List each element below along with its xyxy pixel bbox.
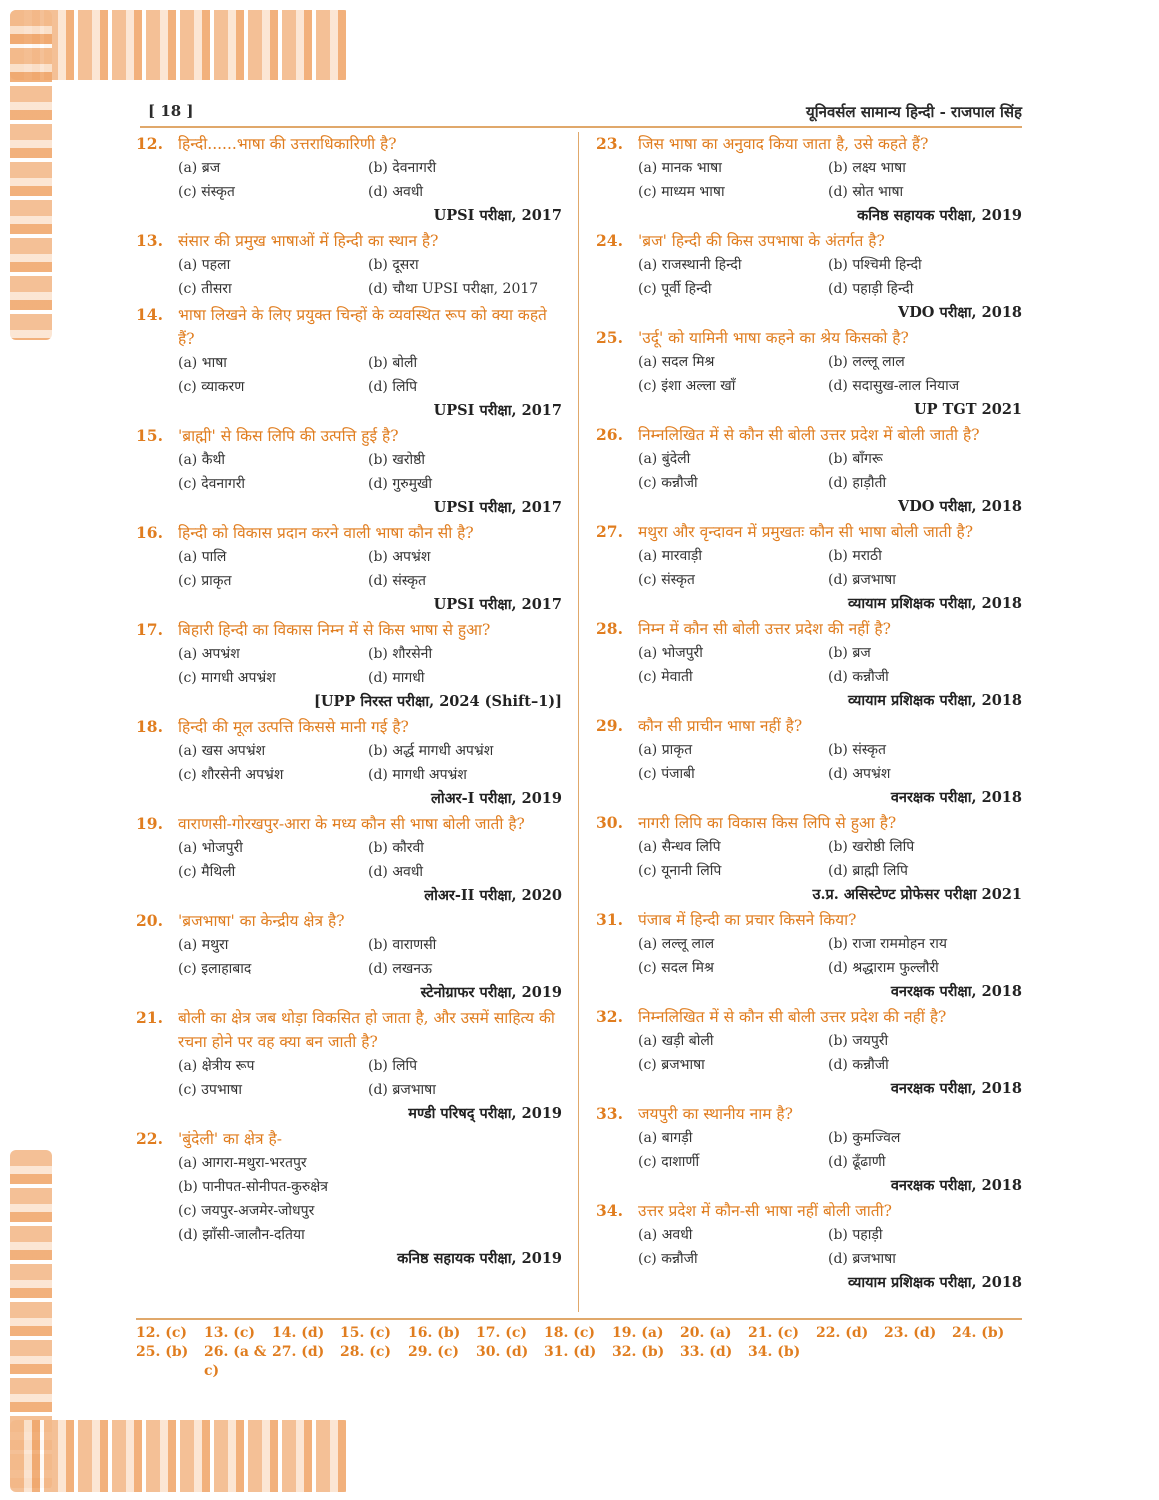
option-item: (d) ढूँढाणी — [828, 1154, 886, 1170]
answer-item: 19. (a) — [612, 1325, 664, 1341]
option-item: (a) अपभ्रंश — [178, 646, 240, 662]
exam-source: वनरक्षक परीक्षा, 2018 — [890, 1080, 1022, 1097]
answer-row — [136, 1324, 1022, 1343]
option-list — [638, 156, 1022, 204]
question-number: 29. — [596, 716, 623, 735]
question-item — [136, 909, 562, 1004]
option-list — [178, 739, 562, 787]
question-item — [596, 908, 1022, 1003]
option-item: (b) बाँगरू — [828, 451, 883, 467]
question-item — [136, 424, 562, 519]
option-item: (a) मारवाड़ी — [638, 548, 702, 564]
option-item: (b) कुमज्विल — [828, 1130, 901, 1146]
question-body: निम्नलिखित में से कौन सी बोली उत्तर प्रदेश की नहीं है? — [638, 1008, 947, 1026]
question-text — [136, 229, 562, 253]
question-body: कौन सी प्राचीन भाषा नहीं है? — [638, 717, 803, 735]
option-item: (d) मागधी अपभ्रंश — [368, 767, 467, 783]
question-item — [596, 714, 1022, 809]
option-item: (d) श्रद्धाराम फुल्लौरी — [828, 960, 939, 976]
question-item — [136, 229, 562, 301]
question-text — [136, 909, 562, 933]
answer-item: 30. (d) — [476, 1344, 529, 1360]
option-list — [638, 1126, 1022, 1174]
right-question-column — [596, 132, 1022, 1296]
exam-source: लोअर-II परीक्षा, 2020 — [424, 887, 562, 904]
question-number: 21. — [136, 1008, 163, 1027]
exam-source: VDO परीक्षा, 2018 — [897, 304, 1022, 321]
option-item: (c) इंशा अल्ला खाँ — [638, 378, 736, 394]
option-item: (d) अवधी — [368, 864, 424, 880]
question-number: 19. — [136, 814, 163, 833]
option-item: (d) स्रोत भाषा — [828, 184, 904, 200]
option-item: (b) अपभ्रंश — [368, 549, 431, 565]
option-item: (c) शौरसेनी अपभ्रंश — [178, 767, 284, 783]
answer-item: 33. (d) — [680, 1344, 733, 1360]
question-text — [596, 1005, 1022, 1029]
question-item — [136, 715, 562, 810]
option-item: (a) अवधी — [638, 1227, 693, 1243]
answer-item: 32. (b) — [612, 1344, 665, 1360]
exam-source: उ.प्र. असिस्टेण्ट प्रोफेसर परीक्षा 2021 — [812, 886, 1022, 903]
question-body: निम्नलिखित में से कौन सी बोली उत्तर प्रदेश में बोली जाती है? — [638, 426, 980, 444]
exam-source: व्यायाम प्रशिक्षक परीक्षा, 2018 — [848, 1274, 1022, 1291]
question-body: 'बुंदेली' का क्षेत्र है- — [178, 1130, 282, 1148]
answer-item: 14. (d) — [272, 1325, 325, 1341]
option-list — [638, 1029, 1022, 1077]
question-text — [136, 303, 562, 351]
answer-item: 31. (d) — [544, 1344, 597, 1360]
option-item: (b) संस्कृत — [828, 742, 886, 758]
option-item: (c) संस्कृत — [638, 572, 695, 588]
option-item: (c) देवनागरी — [178, 476, 246, 492]
question-item — [136, 521, 562, 616]
option-item: (b) मराठी — [828, 548, 882, 564]
question-item — [596, 423, 1022, 518]
question-body: भाषा लिखने के लिए प्रयुक्त चिन्हों के व्यवस्थित रूप को क्या कहते हैं? — [178, 306, 547, 348]
option-list — [178, 1151, 562, 1247]
option-item: (d) हाड़ौती — [828, 475, 887, 491]
answer-item: 20. (a) — [680, 1325, 732, 1341]
option-item: (c) यूनानी लिपि — [638, 863, 722, 879]
answer-item: 13. (c) — [204, 1325, 256, 1341]
option-list — [638, 447, 1022, 495]
answer-item: 15. (c) — [340, 1325, 392, 1341]
question-body: 'ब्रज' हिन्दी की किस उपभाषा के अंतर्गत है? — [638, 232, 885, 250]
option-item: (a) बुंदेली — [638, 451, 691, 467]
question-item — [596, 1102, 1022, 1197]
question-body: उत्तर प्रदेश में कौन-सी भाषा नहीं बोली जाती? — [638, 1202, 892, 1220]
question-text — [596, 811, 1022, 835]
bottom-ornament — [10, 1420, 350, 1492]
exam-source: वनरक्षक परीक्षा, 2018 — [890, 983, 1022, 1000]
question-number: 26. — [596, 425, 623, 444]
option-list — [178, 836, 562, 884]
option-item: (b) लल्लू लाल — [828, 354, 905, 370]
question-number: 12. — [136, 134, 163, 153]
question-body: जिस भाषा का अनुवाद किया जाता है, उसे कहते हैं? — [638, 135, 929, 153]
option-item: (a) पहला — [178, 257, 231, 273]
option-item: (a) सैन्धव लिपि — [638, 839, 721, 855]
option-item: (c) पूर्वी हिन्दी — [638, 281, 712, 297]
question-text — [136, 715, 562, 739]
question-body: 'ब्रजभाषा' का केन्द्रीय क्षेत्र है? — [178, 912, 345, 930]
question-text — [596, 132, 1022, 156]
answer-item: 18. (c) — [544, 1325, 596, 1341]
exam-source: लोअर-I परीक्षा, 2019 — [431, 790, 562, 807]
question-number: 32. — [596, 1007, 623, 1026]
option-item: (a) भोजपुरी — [638, 645, 703, 661]
option-list — [638, 738, 1022, 786]
book-title: यूनिवर्सल सामान्य हिन्दी - राजपाल सिंह — [806, 103, 1022, 121]
question-text — [596, 520, 1022, 544]
question-item — [596, 617, 1022, 712]
option-item: (d) पहाड़ी हिन्दी — [828, 281, 914, 297]
option-item: (a) खड़ी बोली — [638, 1033, 714, 1049]
option-item: (c) तीसरा — [178, 281, 232, 297]
question-text — [136, 1006, 562, 1054]
answer-item: 23. (d) — [884, 1325, 937, 1341]
question-text — [596, 714, 1022, 738]
question-text — [596, 326, 1022, 350]
option-item: (c) व्याकरण — [178, 379, 245, 395]
option-item: (d) ब्रजभाषा — [368, 1082, 436, 1098]
page-header — [140, 100, 1022, 128]
question-number: 22. — [136, 1129, 163, 1148]
question-number: 18. — [136, 717, 163, 736]
question-body: वाराणसी-गोरखपुर-आरा के मध्य कौन सी भाषा बोली जाती है? — [178, 815, 525, 833]
option-item: (c) उपभाषा — [178, 1082, 243, 1098]
exam-source: UPSI परीक्षा, 2017 — [433, 596, 562, 613]
question-item — [596, 132, 1022, 227]
option-item: (d) लखनऊ — [368, 961, 433, 977]
top-left-ornament — [10, 10, 52, 340]
question-item — [136, 132, 562, 227]
option-item: (a) ब्रज — [178, 160, 221, 176]
option-list — [638, 835, 1022, 883]
left-question-column — [136, 132, 562, 1272]
question-number: 16. — [136, 523, 163, 542]
question-body: संसार की प्रमुख भाषाओं में हिन्दी का स्थान है? — [178, 232, 439, 250]
question-number: 23. — [596, 134, 623, 153]
question-number: 31. — [596, 910, 623, 929]
option-item: (a) भोजपुरी — [178, 840, 243, 856]
option-item: (b) शौरसेनी — [368, 646, 433, 662]
question-body: हिन्दी की मूल उत्पत्ति किससे मानी गई है? — [178, 718, 409, 736]
answer-row — [136, 1343, 1022, 1381]
option-item: (d) कन्नौजी — [828, 1057, 889, 1073]
exam-source: व्यायाम प्रशिक्षक परीक्षा, 2018 — [848, 692, 1022, 709]
option-item: (a) राजस्थानी हिन्दी — [638, 257, 742, 273]
answer-item: 27. (d) — [272, 1344, 325, 1360]
answer-item: 34. (b) — [748, 1344, 801, 1360]
question-item — [596, 1199, 1022, 1294]
exam-source: व्यायाम प्रशिक्षक परीक्षा, 2018 — [848, 595, 1022, 612]
exam-source: कनिष्ठ सहायक परीक्षा, 2019 — [857, 207, 1022, 224]
option-item: (c) जयपुर-अजमेर-जोधपुर — [178, 1203, 315, 1219]
question-text — [596, 617, 1022, 641]
question-item — [596, 326, 1022, 421]
option-item: (d) अपभ्रंश — [828, 766, 891, 782]
option-item: (b) खरोष्ठी — [368, 452, 426, 468]
question-text — [596, 908, 1022, 932]
option-item: (b) वाराणसी — [368, 937, 437, 953]
option-item: (b) देवनागरी — [368, 160, 437, 176]
option-item: (c) कन्नौजी — [638, 475, 698, 491]
answer-item: 22. (d) — [816, 1325, 869, 1341]
option-item: (a) लल्लू लाल — [638, 936, 715, 952]
question-body: 'ब्राह्मी' से किस लिपि की उत्पत्ति हुई है? — [178, 427, 399, 445]
option-item: (b) खरोष्ठी लिपि — [828, 839, 915, 855]
option-item: (a) मानक भाषा — [638, 160, 722, 176]
option-item: (d) ब्रजभाषा — [828, 572, 896, 588]
option-list — [638, 641, 1022, 689]
question-item — [596, 1005, 1022, 1100]
question-number: 27. — [596, 522, 623, 541]
question-text — [596, 1102, 1022, 1126]
exam-source: UPSI परीक्षा, 2017 — [433, 499, 562, 516]
option-item: (b) अर्द्ध मागधी अपभ्रंश — [368, 743, 494, 759]
option-list — [178, 253, 562, 301]
option-item: (d) अवधी — [368, 184, 424, 200]
option-item: (c) माध्यम भाषा — [638, 184, 725, 200]
option-item: (c) सदल मिश्र — [638, 960, 714, 976]
option-item: (b) जयपुरी — [828, 1033, 889, 1049]
question-number: 25. — [596, 328, 623, 347]
question-item — [596, 520, 1022, 615]
option-item: (d) चौथा UPSI परीक्षा, 2017 — [368, 281, 539, 297]
exam-source: कनिष्ठ सहायक परीक्षा, 2019 — [397, 1250, 562, 1267]
option-item: (d) मागधी — [368, 670, 425, 686]
option-list — [638, 253, 1022, 301]
question-body: बिहारी हिन्दी का विकास निम्न में से किस भाषा से हुआ? — [178, 621, 491, 639]
option-item: (a) प्राकृत — [638, 742, 693, 758]
exam-source: UP TGT 2021 — [914, 401, 1022, 418]
option-list — [638, 1223, 1022, 1271]
question-number: 14. — [136, 305, 163, 324]
answer-item: 17. (c) — [476, 1325, 528, 1341]
question-number: 17. — [136, 620, 163, 639]
question-number: 15. — [136, 426, 163, 445]
answer-item: 28. (c) — [340, 1344, 392, 1360]
option-list — [178, 156, 562, 204]
option-item: (c) ब्रजभाषा — [638, 1057, 705, 1073]
option-item: (d) झाँसी-जालौन-दतिया — [178, 1227, 305, 1243]
question-body: नागरी लिपि का विकास किस लिपि से हुआ है? — [638, 814, 897, 832]
option-item: (c) मागधी अपभ्रंश — [178, 670, 276, 686]
top-ornament — [10, 10, 350, 80]
question-body: पंजाब में हिन्दी का प्रचार किसने किया? — [638, 911, 857, 929]
question-text — [136, 618, 562, 642]
option-item: (a) आगरा-मथुरा-भरतपुर — [178, 1155, 307, 1171]
exam-source: स्टेनोग्राफर परीक्षा, 2019 — [420, 984, 562, 1001]
option-item: (a) कैथी — [178, 452, 226, 468]
answer-key — [136, 1318, 1022, 1381]
exam-source: UPSI परीक्षा, 2017 — [433, 207, 562, 224]
answer-item: 21. (c) — [748, 1325, 800, 1341]
option-item: (b) पहाड़ी — [828, 1227, 883, 1243]
question-number: 20. — [136, 911, 163, 930]
exam-source: UPSI परीक्षा, 2017 — [433, 402, 562, 419]
answer-item: 12. (c) — [136, 1325, 188, 1341]
option-item: (c) पंजाबी — [638, 766, 695, 782]
question-text — [596, 1199, 1022, 1223]
option-item: (d) सदासुख-लाल नियाज — [828, 378, 960, 394]
option-item: (b) बोली — [368, 355, 418, 371]
option-item: (c) मेवाती — [638, 669, 693, 685]
answer-item: 26. (a & c) — [204, 1344, 267, 1379]
question-text — [136, 132, 562, 156]
option-item: (b) दूसरा — [368, 257, 419, 273]
option-list — [178, 642, 562, 690]
option-list — [638, 932, 1022, 980]
option-item: (b) लिपि — [368, 1058, 418, 1074]
option-item: (b) पानीपत-सोनीपत-कुरुक्षेत्र — [178, 1179, 329, 1195]
question-number: 34. — [596, 1201, 623, 1220]
question-text — [136, 424, 562, 448]
question-body: बोली का क्षेत्र जब थोड़ा विकसित हो जाता है, और उसमें साहित्य की रचना होने पर वह क्या बन जाती है? — [178, 1009, 555, 1051]
question-body: मथुरा और वृन्दावन में प्रमुखतः कौन सी भाषा बोली जाती है? — [638, 523, 974, 541]
question-item — [596, 811, 1022, 906]
option-list — [178, 351, 562, 399]
question-number: 28. — [596, 619, 623, 638]
exam-source: VDO परीक्षा, 2018 — [897, 498, 1022, 515]
question-number: 24. — [596, 231, 623, 250]
option-item: (d) संस्कृत — [368, 573, 426, 589]
question-body: हिन्दी को विकास प्रदान करने वाली भाषा कौन सी है? — [178, 524, 474, 542]
option-list — [178, 545, 562, 593]
option-item: (d) गुरुमुखी — [368, 476, 433, 492]
question-body: जयपुरी का स्थानीय नाम है? — [638, 1105, 793, 1123]
question-item — [136, 812, 562, 907]
page-number: [ 18 ] — [148, 102, 194, 120]
option-item: (c) संस्कृत — [178, 184, 235, 200]
question-text — [596, 229, 1022, 253]
option-list — [178, 933, 562, 981]
exam-source: वनरक्षक परीक्षा, 2018 — [890, 1177, 1022, 1194]
answer-item: 24. (b) — [952, 1325, 1005, 1341]
option-item: (b) ब्रज — [828, 645, 871, 661]
option-item: (a) खस अपभ्रंश — [178, 743, 266, 759]
option-item: (a) बागड़ी — [638, 1130, 693, 1146]
option-item: (b) राजा राममोहन राय — [828, 936, 948, 952]
question-item — [596, 229, 1022, 324]
option-list — [178, 1054, 562, 1102]
option-item: (c) मैथिली — [178, 864, 236, 880]
question-item — [136, 303, 562, 422]
option-item: (c) इलाहाबाद — [178, 961, 252, 977]
option-item: (d) कन्नौजी — [828, 669, 889, 685]
option-item: (b) लक्ष्य भाषा — [828, 160, 906, 176]
question-number: 30. — [596, 813, 623, 832]
option-list — [178, 448, 562, 496]
question-body: 'उर्दू' को यामिनी भाषा कहने का श्रेय किसको है? — [638, 329, 909, 347]
question-text — [136, 812, 562, 836]
question-text — [136, 521, 562, 545]
option-item: (a) भाषा — [178, 355, 227, 371]
answer-item: 25. (b) — [136, 1344, 189, 1360]
exam-source: वनरक्षक परीक्षा, 2018 — [890, 789, 1022, 806]
question-body: हिन्दी......भाषा की उत्तराधिकारिणी है? — [178, 135, 397, 153]
answer-item: 16. (b) — [408, 1325, 461, 1341]
question-number: 13. — [136, 231, 163, 250]
exam-source: मण्डी परिषद् परीक्षा, 2019 — [408, 1105, 562, 1122]
question-number: 33. — [596, 1104, 623, 1123]
question-body: निम्न में कौन सी बोली उत्तर प्रदेश की नहीं है? — [638, 620, 891, 638]
option-item: (a) मथुरा — [178, 937, 229, 953]
option-item: (a) क्षेत्रीय रूप — [178, 1058, 255, 1074]
exam-source: [UPP निरस्त परीक्षा, 2024 (Shift–1)] — [314, 693, 562, 710]
option-item: (c) प्राकृत — [178, 573, 232, 589]
option-item: (b) पश्चिमी हिन्दी — [828, 257, 922, 273]
option-item: (d) ब्राह्मी लिपि — [828, 863, 908, 879]
option-item: (a) पालि — [178, 549, 227, 565]
option-list — [638, 350, 1022, 398]
question-item — [136, 1006, 562, 1125]
option-item: (c) दाशार्णी — [638, 1154, 700, 1170]
question-item — [136, 1127, 562, 1270]
option-item: (c) कन्नौजी — [638, 1251, 698, 1267]
option-item: (a) सदल मिश्र — [638, 354, 715, 370]
option-item: (d) लिपि — [368, 379, 418, 395]
option-item: (d) ब्रजभाषा — [828, 1251, 896, 1267]
answer-item: 29. (c) — [408, 1344, 460, 1360]
question-item — [136, 618, 562, 713]
option-list — [638, 544, 1022, 592]
option-item: (b) कौरवी — [368, 840, 424, 856]
question-text — [136, 1127, 562, 1151]
question-text — [596, 423, 1022, 447]
column-divider — [578, 132, 579, 1312]
